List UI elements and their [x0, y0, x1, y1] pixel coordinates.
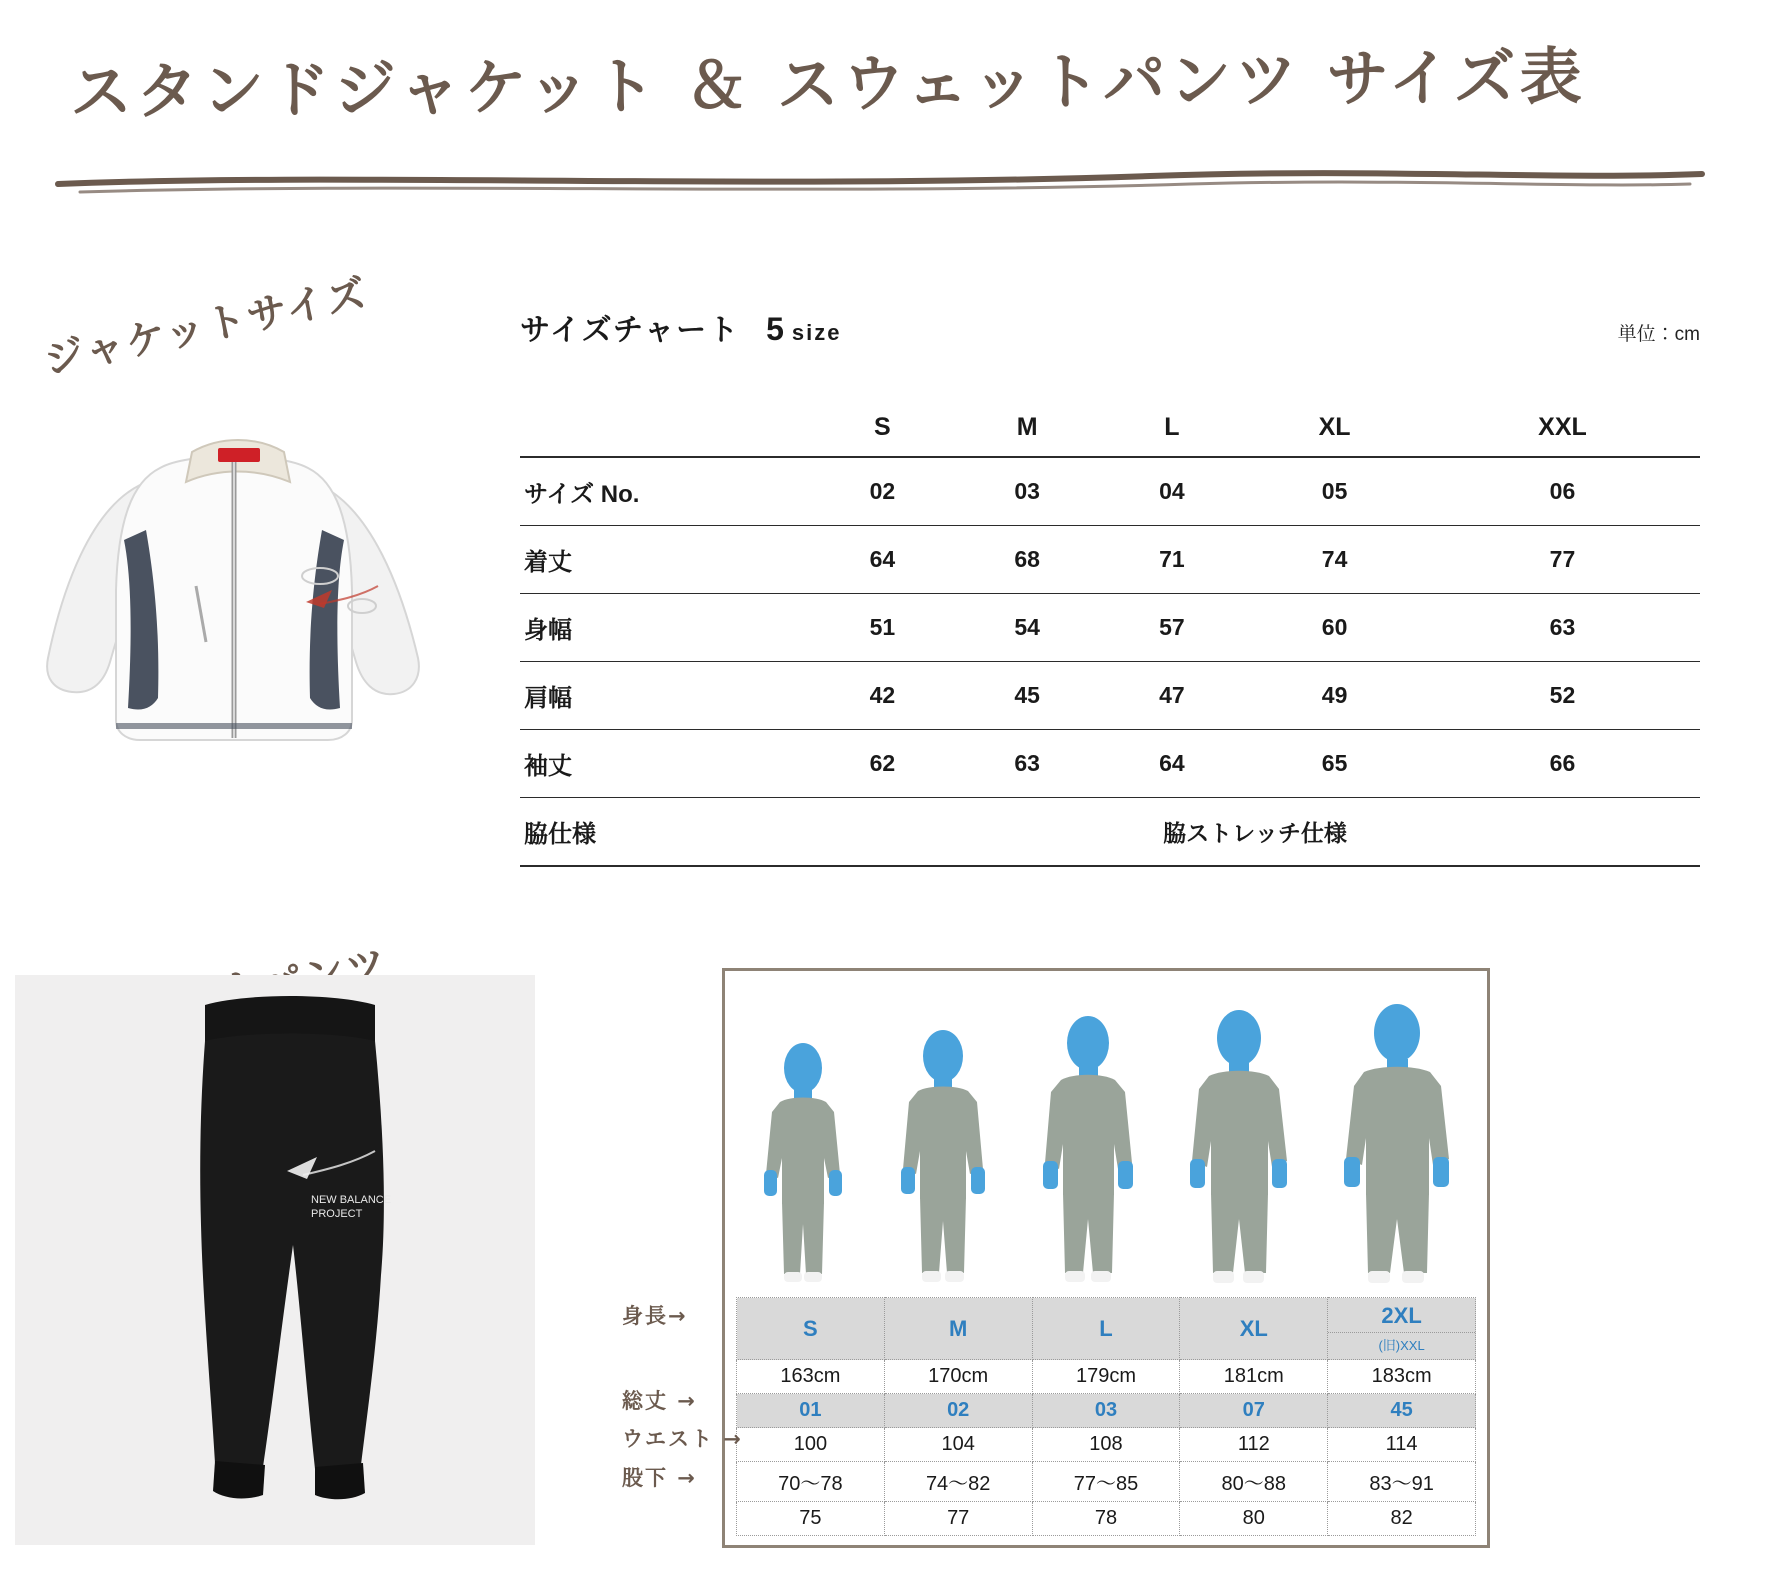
model-size-2xl	[1328, 1298, 1476, 1360]
model-figure-row	[725, 971, 1487, 1293]
table-row	[520, 730, 1700, 798]
row-label-length: 着丈	[520, 526, 810, 594]
model-figure-s	[744, 1038, 862, 1293]
inseam-l: 78	[1032, 1502, 1180, 1536]
cell-size-no-xxl: 06	[1425, 457, 1700, 526]
cell-sleeve-l: 64	[1100, 730, 1245, 798]
waist-m: 74〜82	[884, 1462, 1032, 1502]
cell-length-xxl: 77	[1425, 526, 1700, 594]
cell-width-s: 51	[810, 594, 955, 662]
cell-side-spec-note: 脇ストレッチ仕様	[810, 798, 1700, 867]
unit-note: 単位：cm	[1617, 324, 1700, 345]
cell-shoulder-m: 45	[955, 662, 1100, 730]
table-row	[520, 662, 1700, 730]
cell-length-xl: 74	[1244, 526, 1425, 594]
page-title-block	[69, 39, 1720, 210]
model-size-s: S	[737, 1298, 885, 1360]
waist-s: 70〜78	[737, 1462, 885, 1502]
jacket-section-label: ジャケットサイズ	[40, 270, 373, 384]
model-number-row	[737, 1394, 1476, 1428]
model-size-l: L	[1032, 1298, 1180, 1360]
total-length-s: 100	[737, 1428, 885, 1462]
model-inseam-row	[737, 1502, 1476, 1536]
cell-sleeve-m: 63	[955, 730, 1100, 798]
number-2xl: 45	[1328, 1394, 1476, 1428]
jacket-product-image	[20, 390, 470, 790]
cell-shoulder-l: 47	[1100, 662, 1245, 730]
row-arrow-label-inseam: 股下 →	[622, 1466, 697, 1490]
number-m: 02	[884, 1394, 1032, 1428]
column-header-xxl: XXL	[1425, 397, 1700, 457]
cell-size-no-m: 03	[955, 457, 1100, 526]
cell-width-m: 54	[955, 594, 1100, 662]
cell-length-m: 68	[955, 526, 1100, 594]
model-figure-l	[1023, 1011, 1153, 1293]
cell-shoulder-xxl: 52	[1425, 662, 1700, 730]
height-m: 170cm	[884, 1360, 1032, 1394]
row-arrow-label-waist: ウエスト →	[622, 1427, 743, 1451]
model-figure-xl	[1171, 1005, 1307, 1293]
column-header-m: M	[955, 397, 1100, 457]
column-header-xl: XL	[1244, 397, 1425, 457]
model-size-2xl-old-label: (旧)XXL	[1328, 1332, 1475, 1354]
row-label-shoulder: 肩幅	[520, 662, 810, 730]
cell-size-no-s: 02	[810, 457, 955, 526]
column-header-l: L	[1100, 397, 1245, 457]
number-l: 03	[1032, 1394, 1180, 1428]
model-size-xl: XL	[1180, 1298, 1328, 1360]
row-arrow-label-total: 総丈 →	[622, 1389, 697, 1413]
total-length-m: 104	[884, 1428, 1032, 1462]
model-waist-row	[737, 1462, 1476, 1502]
table-header-row	[520, 397, 1700, 457]
total-length-xl: 112	[1180, 1428, 1328, 1462]
title-underline-decoration	[50, 168, 1710, 194]
cell-sleeve-s: 62	[810, 730, 955, 798]
row-label-sleeve: 袖丈	[520, 730, 810, 798]
column-header-blank	[520, 397, 810, 457]
model-size-table	[736, 1297, 1476, 1536]
row-label-width: 身幅	[520, 594, 810, 662]
table-row	[520, 526, 1700, 594]
total-length-2xl: 114	[1328, 1428, 1476, 1462]
model-height-row	[737, 1360, 1476, 1394]
model-total-length-row	[737, 1428, 1476, 1462]
model-size-panel	[722, 968, 1490, 1548]
cell-length-l: 71	[1100, 526, 1245, 594]
size-chart-header	[520, 305, 1700, 349]
cell-width-l: 57	[1100, 594, 1245, 662]
height-s: 163cm	[737, 1360, 885, 1394]
inseam-2xl: 82	[1328, 1502, 1476, 1536]
cell-shoulder-xl: 49	[1244, 662, 1425, 730]
row-arrow-label-height: 身長→	[622, 1304, 688, 1328]
size-chart-title	[520, 305, 842, 349]
cell-sleeve-xl: 65	[1244, 730, 1425, 798]
number-s: 01	[737, 1394, 885, 1428]
table-row	[520, 457, 1700, 526]
svg-text:NEW BALANCE: NEW BALANCE	[311, 1194, 392, 1206]
height-2xl: 183cm	[1328, 1360, 1476, 1394]
number-xl: 07	[1180, 1394, 1328, 1428]
cell-shoulder-s: 42	[810, 662, 955, 730]
cell-width-xxl: 63	[1425, 594, 1700, 662]
waist-2xl: 83〜91	[1328, 1462, 1476, 1502]
model-figure-m	[881, 1025, 1005, 1293]
height-l: 179cm	[1032, 1360, 1180, 1394]
cell-sleeve-xxl: 66	[1425, 730, 1700, 798]
jacket-size-table	[520, 397, 1700, 867]
inseam-s: 75	[737, 1502, 885, 1536]
row-label-side-spec: 脇仕様	[520, 798, 810, 867]
model-size-row	[737, 1298, 1476, 1360]
waist-l: 77〜85	[1032, 1462, 1180, 1502]
cell-size-no-l: 04	[1100, 457, 1245, 526]
column-header-s: S	[810, 397, 955, 457]
total-length-l: 108	[1032, 1428, 1180, 1462]
table-row	[520, 798, 1700, 867]
size-count: 5	[766, 311, 786, 347]
pants-product-image	[15, 975, 535, 1545]
table-row	[520, 594, 1700, 662]
model-size-m: M	[884, 1298, 1032, 1360]
waist-xl: 80〜88	[1180, 1462, 1328, 1502]
size-chart-title-text: サイズチャート	[520, 314, 741, 347]
cell-width-xl: 60	[1244, 594, 1425, 662]
model-size-2xl-label: 2XL	[1381, 1303, 1422, 1328]
inseam-xl: 80	[1180, 1502, 1328, 1536]
row-label-size-no: サイズ No.	[520, 457, 810, 526]
svg-text:PROJECT: PROJECT	[311, 1208, 363, 1220]
model-figure-2xl	[1326, 999, 1468, 1293]
size-word: size	[791, 320, 842, 345]
size-chart-section	[520, 305, 1700, 867]
page-title: スタンドジャケット ＆ スウェットパンツ サイズ表	[69, 39, 1587, 129]
cell-length-s: 64	[810, 526, 955, 594]
height-xl: 181cm	[1180, 1360, 1328, 1394]
cell-size-no-xl: 05	[1244, 457, 1425, 526]
inseam-m: 77	[884, 1502, 1032, 1536]
